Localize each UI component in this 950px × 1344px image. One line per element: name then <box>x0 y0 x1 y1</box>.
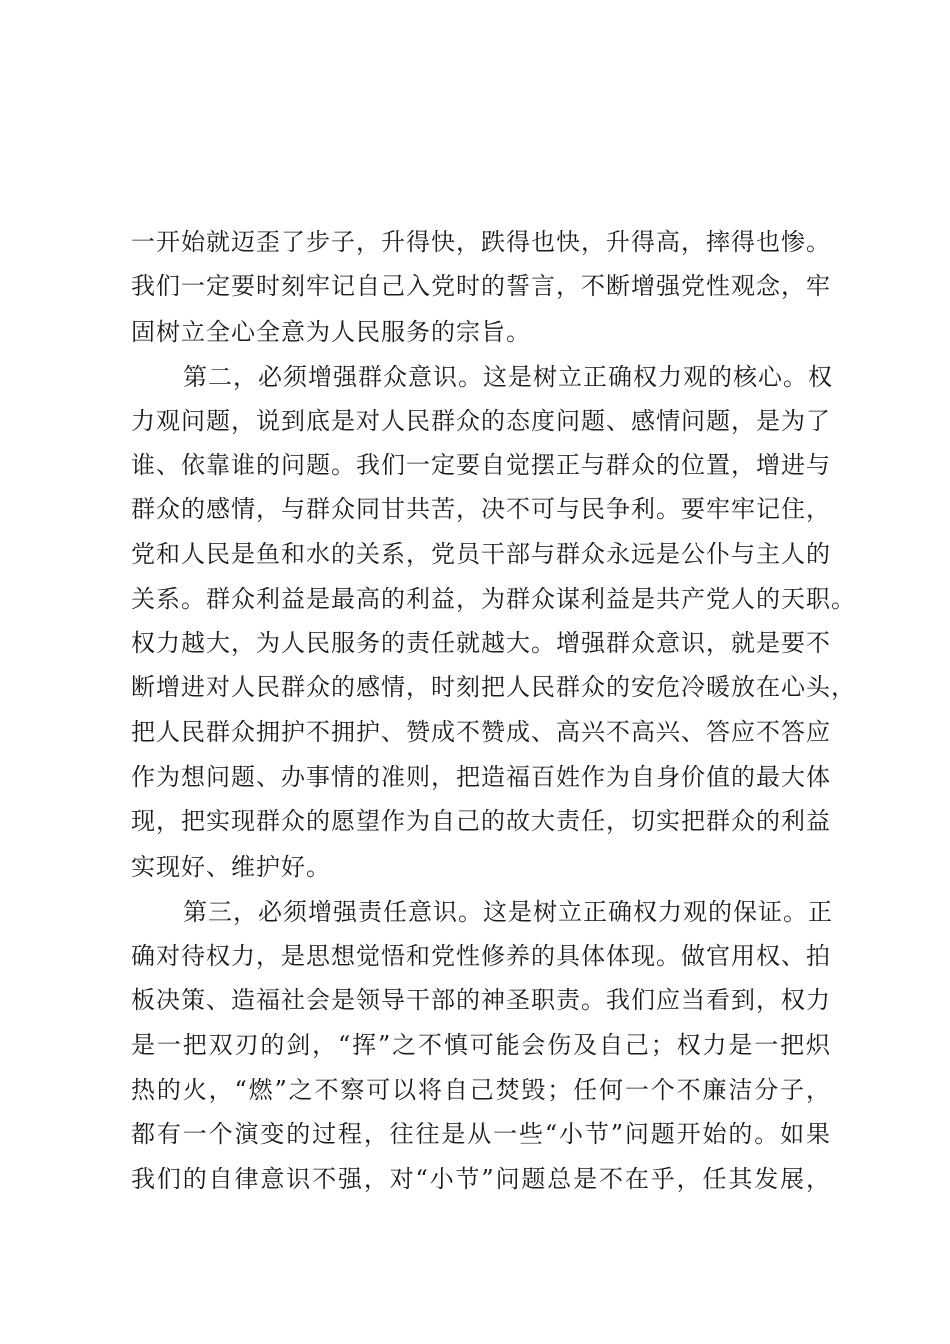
paragraph-start-line: 第三，必须增强责任意识。这是树立正确权力观的保证。正 <box>183 898 833 926</box>
text-line: 权力越大，为人民服务的责任就越大。增强群众意识，就是要不 <box>131 629 831 657</box>
text-line: 群众的感情，与群众同甘共苦，决不可与民争利。要牢牢记住， <box>131 495 831 523</box>
text-line: 关系。群众利益是最高的利益，为群众谋利益是共产党人的天职。 <box>131 585 856 613</box>
text-line: 实现好、维护好。 <box>131 853 331 881</box>
text-line: 力观问题，说到底是对人民群众的态度问题、感情问题，是为了 <box>131 407 831 435</box>
text-line: 把人民群众拥护不拥护、赞成不赞成、高兴不高兴、答应不答应 <box>131 718 831 746</box>
text-line: 我们一定要时刻牢记自己入党时的誓言，不断增强党性观念，牢 <box>131 272 831 300</box>
text-line: 断增进对人民群众的感情，时刻把人民群众的安危冷暖放在心头， <box>131 673 856 701</box>
paragraph-start-line: 第二，必须增强群众意识。这是树立正确权力观的核心。权 <box>183 363 833 391</box>
text-line: 是一把双刃的剑，“挥”之不慎可能会伤及自己；权力是一把炽 <box>131 1031 831 1059</box>
text-line: 党和人民是鱼和水的关系，党员干部与群众永远是公仆与主人的 <box>131 540 831 568</box>
text-line: 作为想问题、办事情的准则，把造福百姓作为自身价值的最大体 <box>131 763 831 791</box>
text-line: 板决策、造福社会是领导干部的神圣职责。我们应当看到，权力 <box>131 986 831 1014</box>
text-line: 现，把实现群众的愿望作为自己的故大责任，切实把群众的利益 <box>131 807 831 835</box>
text-line: 热的火，“燃”之不察可以将自己焚毁；任何一个不廉洁分子， <box>131 1076 831 1104</box>
text-line: 谁、依靠谁的问题。我们一定要自觉摆正与群众的位置，增进与 <box>131 451 831 479</box>
text-line: 确对待权力，是思想觉悟和党性修养的具体体现。做官用权、拍 <box>131 942 831 970</box>
text-line: 固树立全心全意为人民服务的宗旨。 <box>131 318 531 346</box>
text-line: 一开始就迈歪了步子，升得快，跌得也快，升得高，摔得也惨。 <box>131 228 831 256</box>
text-line: 都有一个演变的过程，往往是从一些“小节”问题开始的。如果 <box>131 1120 831 1148</box>
text-line: 我们的自律意识不强，对“小节”问题总是不在乎，任其发展， <box>131 1165 831 1193</box>
